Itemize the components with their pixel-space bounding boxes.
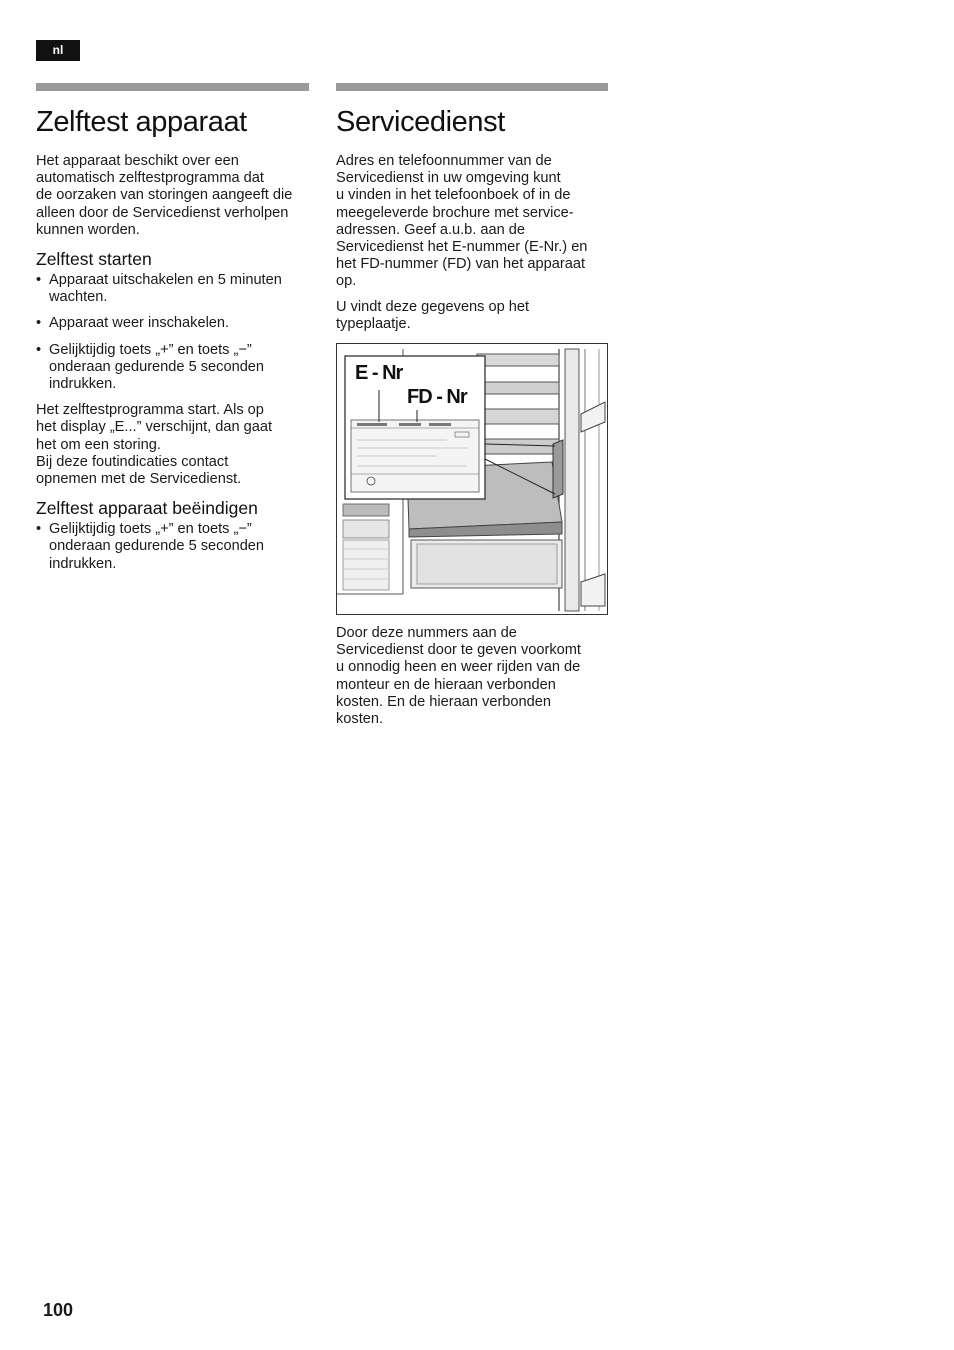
- list-item: [36, 521, 309, 573]
- text-line: kunnen worden.: [36, 221, 140, 238]
- start-steps-list: [36, 272, 309, 393]
- text-line: u onnodig heen en weer rijden van de: [336, 659, 581, 676]
- text-line: automatisch zelftestprogramma dat: [36, 170, 264, 187]
- section-rule: [36, 83, 309, 91]
- text-line: u vinden in het telefoonboek of in de: [336, 187, 571, 204]
- fd-number-label: FD - Nr: [407, 386, 467, 409]
- list-item: [36, 272, 309, 306]
- text-line: indrukken.: [49, 555, 117, 572]
- list-item: [36, 342, 309, 394]
- text-line: meegeleverde brochure met service-: [336, 204, 574, 221]
- text-line: onderaan gedurende 5 seconden: [49, 358, 265, 375]
- text-line: Door deze nummers aan de: [336, 625, 517, 642]
- section-rule: [336, 83, 608, 91]
- text-line: onderaan gedurende 5 seconden: [49, 538, 265, 555]
- typeplate-note: [336, 299, 608, 333]
- text-line: Het zelftestprogramma start. Als op: [36, 402, 264, 419]
- page-number: 100: [43, 1300, 74, 1320]
- text-line: adressen. Geef a.u.b. aan de: [336, 221, 526, 238]
- text-line: • Gelijktijdig toets „+” en toets „−”: [49, 521, 252, 538]
- self-test-title: Zelftest apparaat: [36, 106, 247, 138]
- text-line: kosten.: [336, 711, 384, 728]
- text-line: de oorzaken van storingen aangeeft die: [36, 187, 293, 204]
- text-line: Servicedienst het E-nummer (E-Nr.) en: [336, 239, 588, 256]
- end-steps-list: [36, 521, 309, 573]
- text-line: kosten. En de hieraan verbonden: [336, 693, 552, 710]
- start-self-test-heading: Zelftest starten: [36, 249, 152, 270]
- text-line: • Apparaat uitschakelen en 5 minuten: [49, 272, 282, 289]
- text-line: typeplaatje.: [336, 315, 411, 332]
- self-test-result: [36, 402, 309, 488]
- end-self-test-heading: Zelftest apparaat beëindigen: [36, 498, 258, 519]
- text-line: Servicedienst in uw omgeving kunt: [336, 170, 561, 187]
- text-line: Servicedienst door te geven voorkomt: [336, 642, 581, 659]
- text-line: het om een storing.: [36, 436, 161, 453]
- self-test-intro: [36, 153, 309, 239]
- text-line: indrukken.: [49, 376, 117, 393]
- typeplate-illustration: [336, 343, 608, 615]
- text-line: • Gelijktijdig toets „+” en toets „−”: [49, 341, 252, 358]
- text-line: het display „E...” verschijnt, dan gaat: [36, 419, 273, 436]
- text-line: Bij deze foutindicaties contact: [36, 453, 229, 470]
- text-line: Het apparaat beschikt over een: [36, 153, 239, 169]
- self-test-section: [36, 83, 309, 582]
- text-line: • Apparaat weer inschakelen.: [49, 315, 230, 332]
- language-tag: nl: [36, 40, 80, 61]
- e-number-label: E - Nr: [355, 362, 403, 385]
- text-line: alleen door de Servicedienst verholpen: [36, 204, 289, 221]
- text-line: U vindt deze gegevens op het: [336, 298, 530, 315]
- service-title: Servicedienst: [336, 106, 505, 138]
- text-line: Adres en telefoonnummer van de: [336, 153, 552, 169]
- text-line: wachten.: [49, 289, 108, 306]
- list-item: [36, 315, 309, 332]
- text-line: op.: [336, 273, 357, 290]
- text-line: opnemen met de Servicedienst.: [36, 471, 242, 488]
- service-closing: [336, 625, 608, 728]
- text-line: het FD-nummer (FD) van het apparaat: [336, 256, 585, 273]
- service-section: [336, 83, 608, 736]
- service-intro: [336, 153, 608, 291]
- text-line: monteur en de hieraan verbonden: [336, 676, 556, 693]
